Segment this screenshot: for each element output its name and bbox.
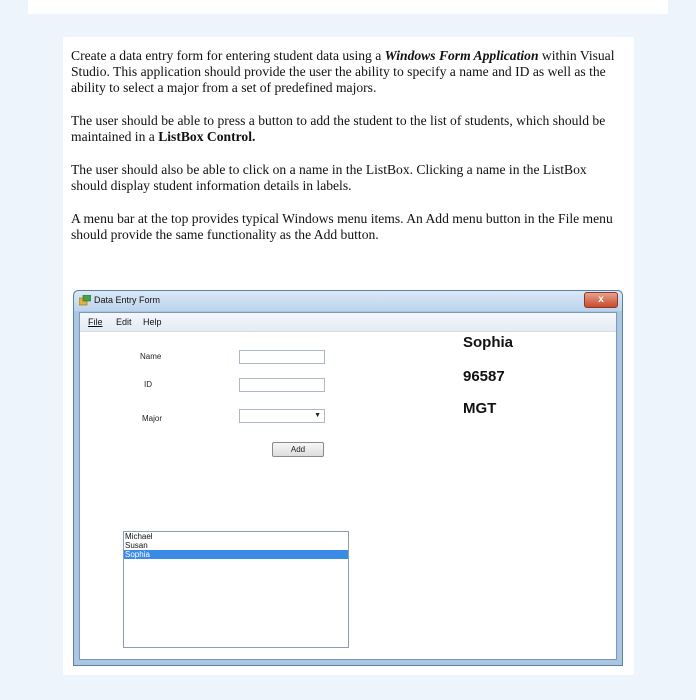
id-input[interactable] xyxy=(239,378,325,392)
paragraph-text-segment: within Visual Studio. This application should provide the user the ability to specify a name and ID as well as the ability to select a major from a set of predefined majors. xyxy=(71,48,615,95)
detail-major-label: MGT xyxy=(463,400,497,417)
detail-id-label: 96587 xyxy=(463,368,505,385)
detail-name-label: Sophia xyxy=(463,334,514,351)
paragraph-text-segment: The user should be able to press a button to add the student to the list of students, which should be maintained in a xyxy=(71,113,606,144)
paragraph-text-segment: ListBox Control. xyxy=(158,129,256,144)
menu-file[interactable]: File xyxy=(88,317,103,327)
add-button[interactable]: Add xyxy=(272,442,324,457)
top-page-strip xyxy=(28,0,668,14)
list-item[interactable]: Michael xyxy=(125,532,153,541)
menu-edit[interactable]: Edit xyxy=(116,317,132,327)
paragraph-text-segment: Create a data entry form for entering student data using a xyxy=(71,48,385,63)
name-input[interactable] xyxy=(239,350,325,364)
major-select[interactable] xyxy=(239,409,325,423)
form-client-area xyxy=(79,312,617,660)
close-button[interactable]: x xyxy=(584,292,618,308)
paragraph-text-segment: A menu bar at the top provides typical Windows menu items. An Add menu button in the File menu should provide the same functionality as the Add button. xyxy=(71,211,613,242)
paragraph-2 xyxy=(71,113,616,145)
list-item[interactable]: Susan xyxy=(125,541,148,550)
chevron-down-icon[interactable]: ▼ xyxy=(314,412,321,419)
title-bar[interactable] xyxy=(74,291,622,311)
paragraph-text-segment: Windows Form Application xyxy=(384,48,539,63)
data-entry-form-window xyxy=(73,290,623,666)
app-icon xyxy=(79,295,91,306)
list-item-selected[interactable]: Sophia xyxy=(124,550,348,559)
menu-bar xyxy=(80,313,616,332)
paragraph-4 xyxy=(71,211,616,243)
paragraph-1 xyxy=(71,48,616,96)
major-label: Major xyxy=(142,414,163,423)
name-label: Name xyxy=(140,352,162,361)
paragraph-text-segment: The user should also be able to click on a name in the ListBox. Clicking a name in the ListBox should display student information details in labels. xyxy=(71,162,587,193)
student-listbox[interactable] xyxy=(123,531,349,648)
id-label: ID xyxy=(144,380,152,389)
menu-help[interactable]: Help xyxy=(143,317,162,327)
paragraph-3 xyxy=(71,162,616,194)
window-title: Data Entry Form xyxy=(94,295,161,305)
